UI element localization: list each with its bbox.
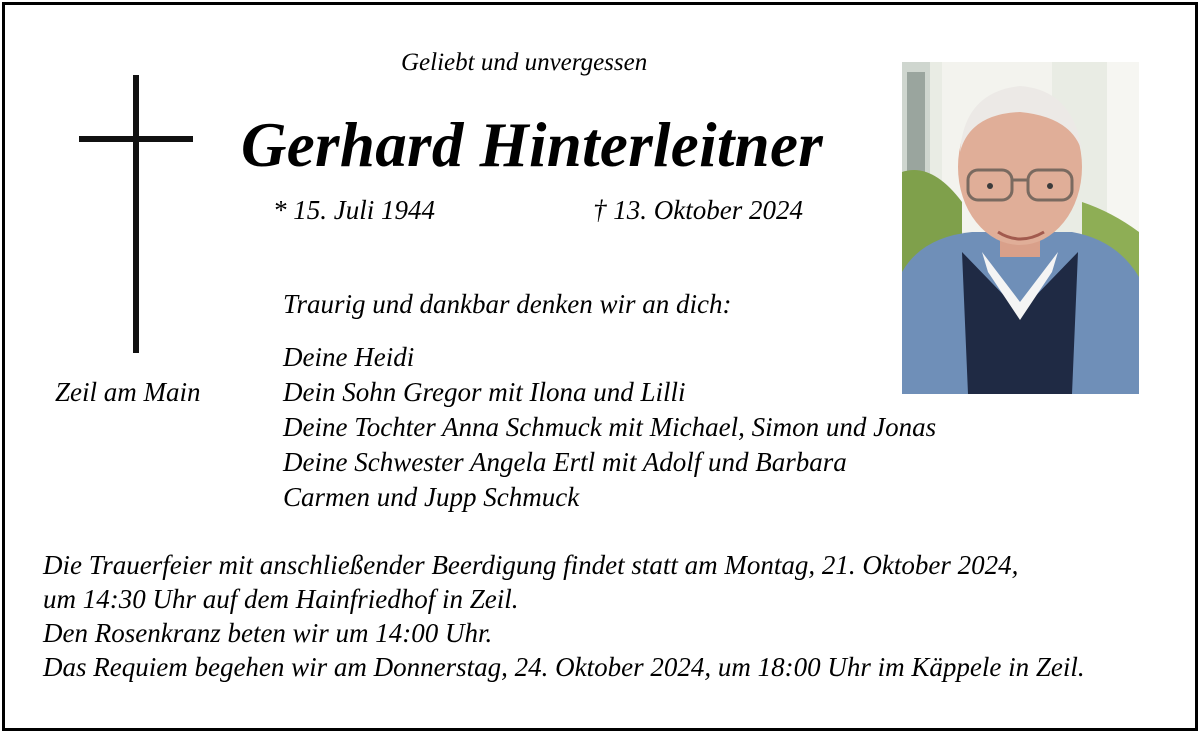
cross-vertical-bar bbox=[133, 75, 139, 353]
portrait-photo bbox=[902, 62, 1139, 394]
service-line: Die Trauerfeier mit anschließender Beerdigung findet statt am Montag, 21. Oktober 2024, bbox=[43, 550, 1019, 580]
mourning-intro: Traurig und dankbar denken wir an dich: bbox=[283, 289, 732, 319]
mourners-list bbox=[283, 340, 936, 515]
service-details bbox=[43, 548, 1085, 684]
death-date: † 13. Oktober 2024 bbox=[593, 195, 803, 225]
mourner-line: Carmen und Jupp Schmuck bbox=[283, 482, 580, 512]
cross-horizontal-bar bbox=[79, 136, 193, 142]
mourner-line: Dein Sohn Gregor mit Ilona und Lilli bbox=[283, 377, 686, 407]
service-line: Das Requiem begehen wir am Donnerstag, 24. Oktober 2024, um 18:00 Uhr im Käppele in Zeil. bbox=[43, 652, 1085, 682]
mourner-line: Deine Heidi bbox=[283, 342, 415, 372]
cross-icon bbox=[79, 75, 193, 353]
service-line: um 14:30 Uhr auf dem Hainfriedhof in Zeil. bbox=[43, 584, 519, 614]
deceased-name: Gerhard Hinterleitner bbox=[241, 110, 824, 180]
obituary-notice bbox=[2, 2, 1198, 731]
birth-date: * 15. Juli 1944 bbox=[273, 195, 435, 225]
mourner-line: Deine Schwester Angela Ertl mit Adolf und Barbara bbox=[283, 447, 847, 477]
mourner-line: Deine Tochter Anna Schmuck mit Michael, Simon und Jonas bbox=[283, 412, 937, 442]
service-line: Den Rosenkranz beten wir um 14:00 Uhr. bbox=[43, 618, 493, 648]
motto: Geliebt und unvergessen bbox=[401, 49, 648, 76]
place-of-residence: Zeil am Main bbox=[55, 377, 201, 407]
